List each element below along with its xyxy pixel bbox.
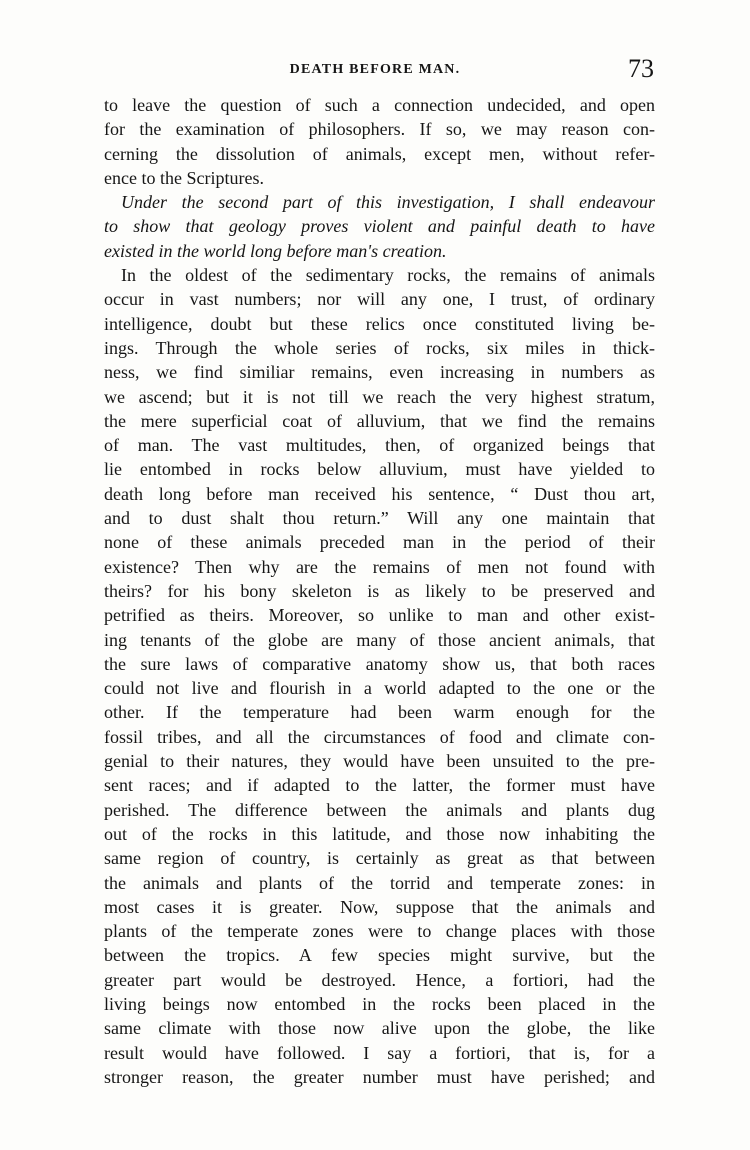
text-line: between the tropics. A few species might survive, but the [104, 945, 655, 966]
text-line: same climate with those now alive upon the globe, the like [104, 1018, 655, 1039]
text-line: and to dust shalt thou return.” Will any one maintain that [104, 508, 655, 529]
text-line: ence to the Scriptures. [104, 167, 264, 188]
text-line: none of these animals preceded man in the period of their [104, 532, 655, 553]
text-line-italic: to show that geology proves violent and painful death to have [104, 216, 655, 237]
running-title: DEATH BEFORE MAN. [289, 62, 461, 77]
text-line: of man. The vast multitudes, then, of organized beings that [104, 435, 655, 456]
text-line: genial to their natures, they would have been unsuited to the pre- [104, 751, 655, 772]
text-line: most cases it is greater. Now, suppose that the animals and [104, 896, 655, 917]
text-line: plants of the temperate zones were to change places with those [104, 921, 655, 942]
text-line: living beings now entombed in the rocks been placed in the [104, 993, 655, 1014]
text-line: theirs? for his bony skeleton is as likely to be preserved and [104, 580, 655, 601]
text-line: In the oldest of the sedimentary rocks, the remains of animals [121, 265, 655, 286]
text-line: cerning the dissolution of animals, except men, without refer- [104, 143, 655, 164]
text-line-italic: Under the second part of this investigation, I shall endeavour [121, 192, 655, 213]
text-line: out of the rocks in this latitude, and those now inhabiting the [104, 823, 655, 844]
text-line: the animals and plants of the torrid and temperate zones: in [104, 872, 655, 893]
text-line: petrified as theirs. Moreover, so unlike to man and other exist- [104, 605, 655, 626]
text-line-italic: existed in the world long before man's creation. [104, 240, 447, 261]
text-line: ings. Through the whole series of rocks, six miles in thick- [104, 337, 655, 358]
text-line: death long before man received his sentence, “ Dust thou art, [104, 483, 655, 504]
text-line: occur in vast numbers; nor will any one, I trust, of ordinary [104, 289, 655, 310]
text-line: stronger reason, the greater number must have perished; and [104, 1066, 655, 1087]
text-line: fossil tribes, and all the circumstances of food and climate con- [104, 726, 655, 747]
text-line: for the examination of philosophers. If so, we may reason con- [104, 119, 655, 140]
text-line: greater part would be destroyed. Hence, a fortiori, had the [104, 969, 655, 990]
text-line: sent races; and if adapted to the latter, the former must have [104, 775, 655, 796]
text-line: the sure laws of comparative anatomy show us, that both races [104, 653, 655, 674]
page-body [104, 93, 655, 1089]
text-line: the mere superficial coat of alluvium, that we find the remains [104, 410, 655, 431]
text-line: to leave the question of such a connection undecided, and open [104, 95, 655, 115]
text-line: ing tenants of the globe are many of those ancient animals, that [104, 629, 655, 650]
text-line: could not live and flourish in a world adapted to the one or the [104, 678, 655, 699]
text-line: lie entombed in rocks below alluvium, must have yielded to [104, 459, 655, 480]
text-line: we ascend; but it is not till we reach the very highest stratum, [104, 386, 655, 407]
text-line: intelligence, doubt but these relics once constituted living be- [104, 313, 655, 334]
text-line: ness, we find similiar remains, even increasing in numbers as [104, 362, 655, 383]
text-line: same region of country, is certainly as great as that between [104, 848, 655, 869]
text-line: other. If the temperature had been warm enough for the [104, 702, 655, 723]
text-line: result would have followed. I say a fortiori, that is, for a [104, 1042, 655, 1063]
text-line: existence? Then why are the remains of men not found with [104, 556, 655, 577]
page-number: 73 [628, 54, 654, 83]
text-line: perished. The difference between the animals and plants dug [104, 799, 655, 820]
